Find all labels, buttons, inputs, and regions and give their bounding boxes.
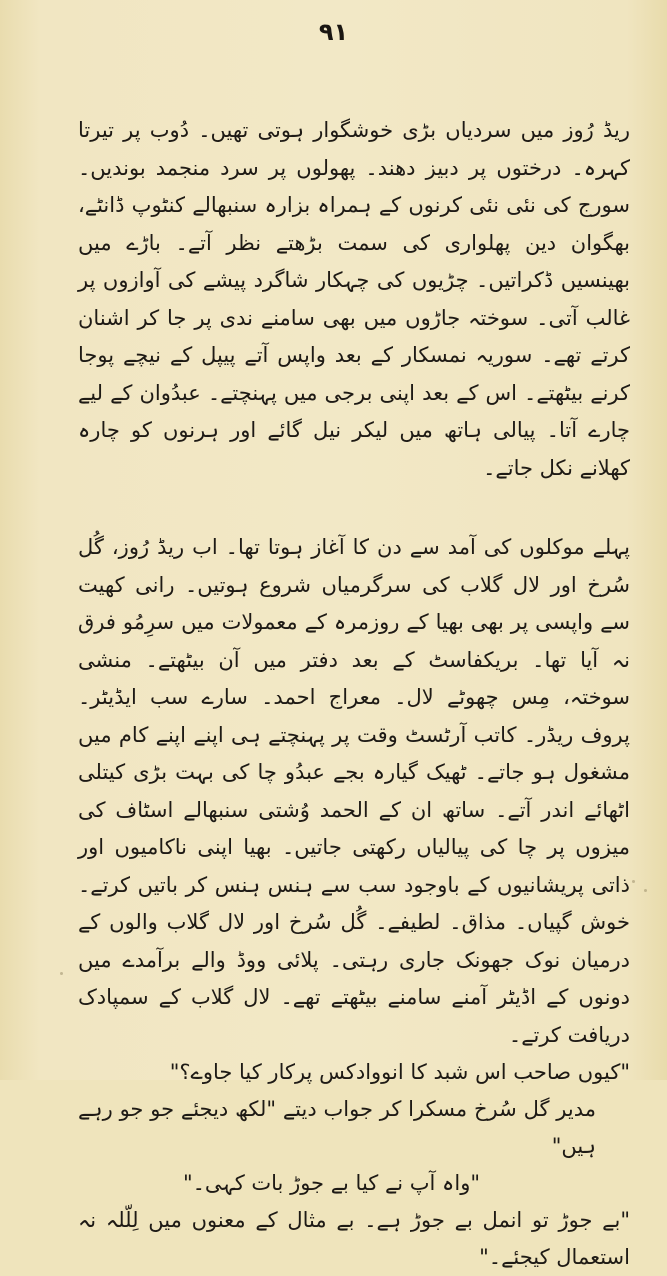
dialogue-line-4: "بے جوڑ تو انمل بے جوڑ ہے۔ بے مثال کے معنوں میں لِلّلہ نہ استعمال کیجئے۔"	[78, 1208, 630, 1269]
dialogue-line-2: مدیر گل سُرخ مسکرا کر جواب دیتے "لکھ دیجئے جو جو رہے ہیں"	[78, 1097, 596, 1158]
scan-speck	[60, 972, 63, 975]
paragraph-2: پہلے موکلوں کی آمد سے دن کا آغاز ہوتا تھا۔ اب ریڈ رُوز، گُل سُرخ اور لال گلاب کی سرگرمیاں شروع ہوتیں۔ رانی کھیت سے واپسی پر بھی بھیا کے روزمرہ کے معمولات میں سرِمُو فرق نہ آیا تھا۔ بریکفاسٹ کے بعد دفتر میں آن بیٹھتے۔ منشی سوختہ، مِس چھوٹے لال۔ معراج احمد۔ سارے سب ایڈیٹر۔ پروف ریڈر۔ کاتب آرٹسٹ وقت پر پہنچتے ہی اپنے اپنے کام میں مشغول ہو جاتے۔ ٹھیک گیارہ بجے عبدُو چا کی بہت بڑی کیتلی اٹھائے اندر آتے۔ ساتھ ان کے الحمد وُشتی سنبھالے اسٹاف کی میزوں پر چا کی پیالیاں رکھتی جاتیں۔ بھیا اپنی ناکامیوں اور ذاتی پریشانیوں کے باوجود سب سے ہنس ہنس کر باتیں کرتے۔ خوش گپیاں۔ مذاق۔ لطیفے۔ گُل سُرخ اور لال گلاب والوں کے درمیان نوک جھونک جاری رہتی۔ پلائی ووڈ والے برآمدے میں دونوں کے اڈیٹر آمنے سامنے بیٹھتے تھے۔ لال گلاب کے سمپادک دریافت کرتے۔	[78, 535, 630, 1047]
scan-speck	[632, 880, 635, 883]
scan-speck	[644, 889, 647, 892]
paragraph-1: ریڈ رُوز میں سردیاں بڑی خوشگوار ہوتی تھیں۔ دُوب پر تیرتا کہرہ۔ درختوں پر دبیز دھند۔ پھولوں پر سرد منجمد بوندیں۔ سورج کی نئی نئی کرنوں کے ہمراہ بزارہ سنبھالے کنٹوپ ڈانٹے، بھگوان دین پھلواری کی سمت بڑھتے نظر آتے۔ باڑے میں بھینسیں ڈکراتیں۔ چڑیوں کی چہکار شاگرد پیشے کی آوازوں پر غالب آتی۔ سوختہ جاڑوں میں بھی سامنے ندی پر جا کر اشنان کرتے تھے۔ سوریہ نمسکار کے بعد واپس آتے پیپل کے نیچے پوجا کرنے بیٹھتے۔ اس کے بعد اپنی برجی میں پہنچتے۔ عبدُوان کے لیے چارے آتا۔ پیالی ہاتھ میں لیکر نیل گائے اور ہرنوں کو چارہ کھلانے نکل جاتے۔	[78, 118, 630, 480]
dialogue-line-3: "واہ آپ نے کیا بے جوڑ بات کہی۔"	[182, 1171, 480, 1195]
page-number: ۹۱	[318, 18, 349, 46]
body-text	[78, 112, 630, 1276]
paragraph-gap	[78, 487, 630, 529]
dialogue-line-1: "کیوں صاحب اس شبد کا انووادکس پرکار کیا جاوے؟"	[169, 1060, 630, 1084]
